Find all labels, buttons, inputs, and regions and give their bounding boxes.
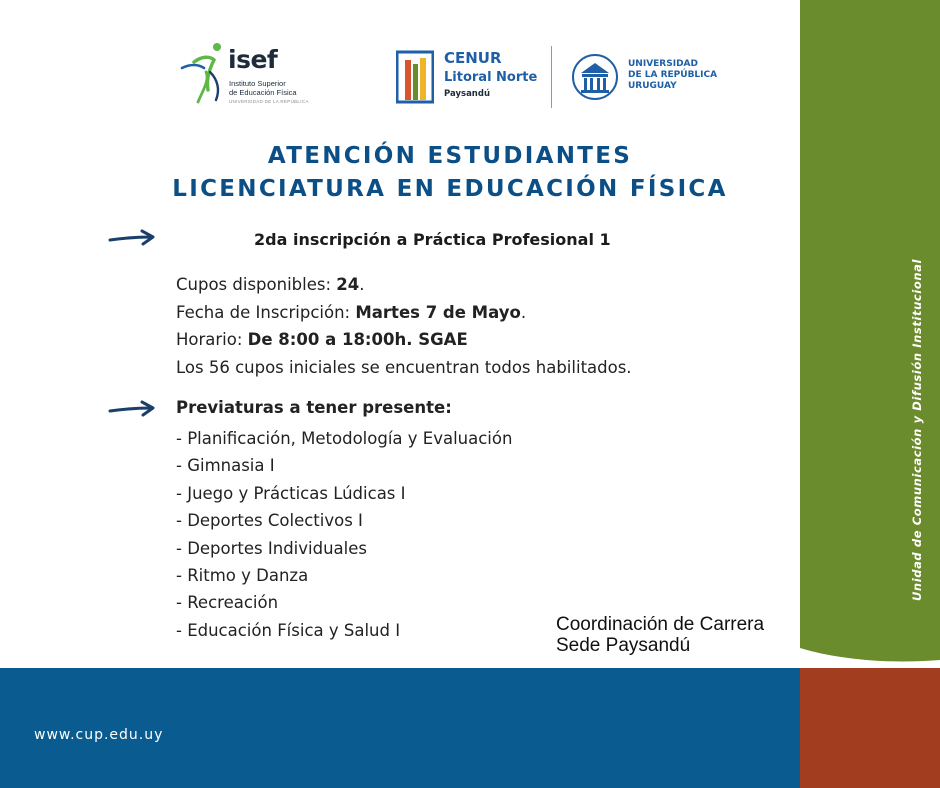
footer-url-link[interactable]: www.cup.edu.uy <box>34 727 164 743</box>
list-item: - Ritmo y Danza <box>176 566 309 586</box>
isef-wordmark: isef <box>228 45 278 74</box>
horario-value: De 8:00 a 18:00h. SGAE <box>247 330 468 349</box>
cupos-value: 24 <box>336 275 360 294</box>
isef-tagline: UNIVERSIDAD DE LA REPÚBLICA <box>229 99 309 104</box>
isef-subtitle <box>229 79 297 97</box>
isef-subtitle-line1: Instituto Superior <box>229 79 286 88</box>
list-item: - Juego y Prácticas Lúdicas I <box>176 483 406 503</box>
udelar-line2: DE LA REPÚBLICA <box>628 70 718 80</box>
cenur-region: Litoral Norte <box>444 70 538 85</box>
signature-line2: Sede Paysandú <box>556 635 691 656</box>
list-item: - Gimnasia I <box>176 456 275 476</box>
list-item: - Educación Física y Salud I <box>176 620 401 640</box>
isef-subtitle-line2: de Educación Física <box>229 88 297 97</box>
fecha-value: Martes 7 de Mayo <box>355 302 521 322</box>
horario-line <box>176 326 632 354</box>
previaturas-list <box>176 425 512 644</box>
list-item: - Recreación <box>176 593 279 613</box>
logo-divider <box>551 46 552 108</box>
previaturas-heading: Previaturas a tener presente: <box>176 398 452 417</box>
udelar-line1: UNIVERSIDAD <box>628 59 698 69</box>
cupos-line: Cupos disponibles: 24. <box>176 275 365 294</box>
coordination-signature <box>556 614 764 656</box>
fecha-label: Fecha de Inscripción: <box>176 302 351 322</box>
cenur-wordmark: CENUR <box>444 49 502 67</box>
udelar-wordmark <box>628 59 717 92</box>
fecha-line: Fecha de Inscripción: Martes 7 de Mayo. <box>176 302 527 322</box>
cupos-label: Cupos disponibles: <box>176 275 332 294</box>
arrow-right-icon <box>108 400 158 418</box>
cupos-note: Los 56 cupos iniciales se encuentran todos habilitados. <box>176 357 632 377</box>
signature-line1: Coordinación de Carrera <box>556 614 765 635</box>
cenur-city: Paysandú <box>444 89 490 99</box>
side-label: Unidad de Comunicación y Difusión Institucional <box>910 258 924 602</box>
horario-label: Horario: <box>176 330 243 349</box>
section-subheading: 2da inscripción a Práctica Profesional 1 <box>254 230 611 249</box>
enrollment-info <box>176 271 632 381</box>
udelar-line3: URUGUAY <box>628 81 677 91</box>
page-title-line1: ATENCIÓN ESTUDIANTES <box>267 143 633 169</box>
footer-corner-block <box>800 668 940 788</box>
cenur-logo-icon <box>396 50 434 104</box>
list-item: - Planificación, Metodología y Evaluación <box>176 429 513 448</box>
udelar-building-icon <box>572 53 618 101</box>
list-item: - Deportes Individuales <box>176 538 367 558</box>
list-item: - Deportes Colectivos I <box>176 511 363 531</box>
page-title-line2: LICENCIATURA EN EDUCACIÓN FÍSICA <box>172 176 728 202</box>
arrow-right-icon <box>108 229 158 247</box>
